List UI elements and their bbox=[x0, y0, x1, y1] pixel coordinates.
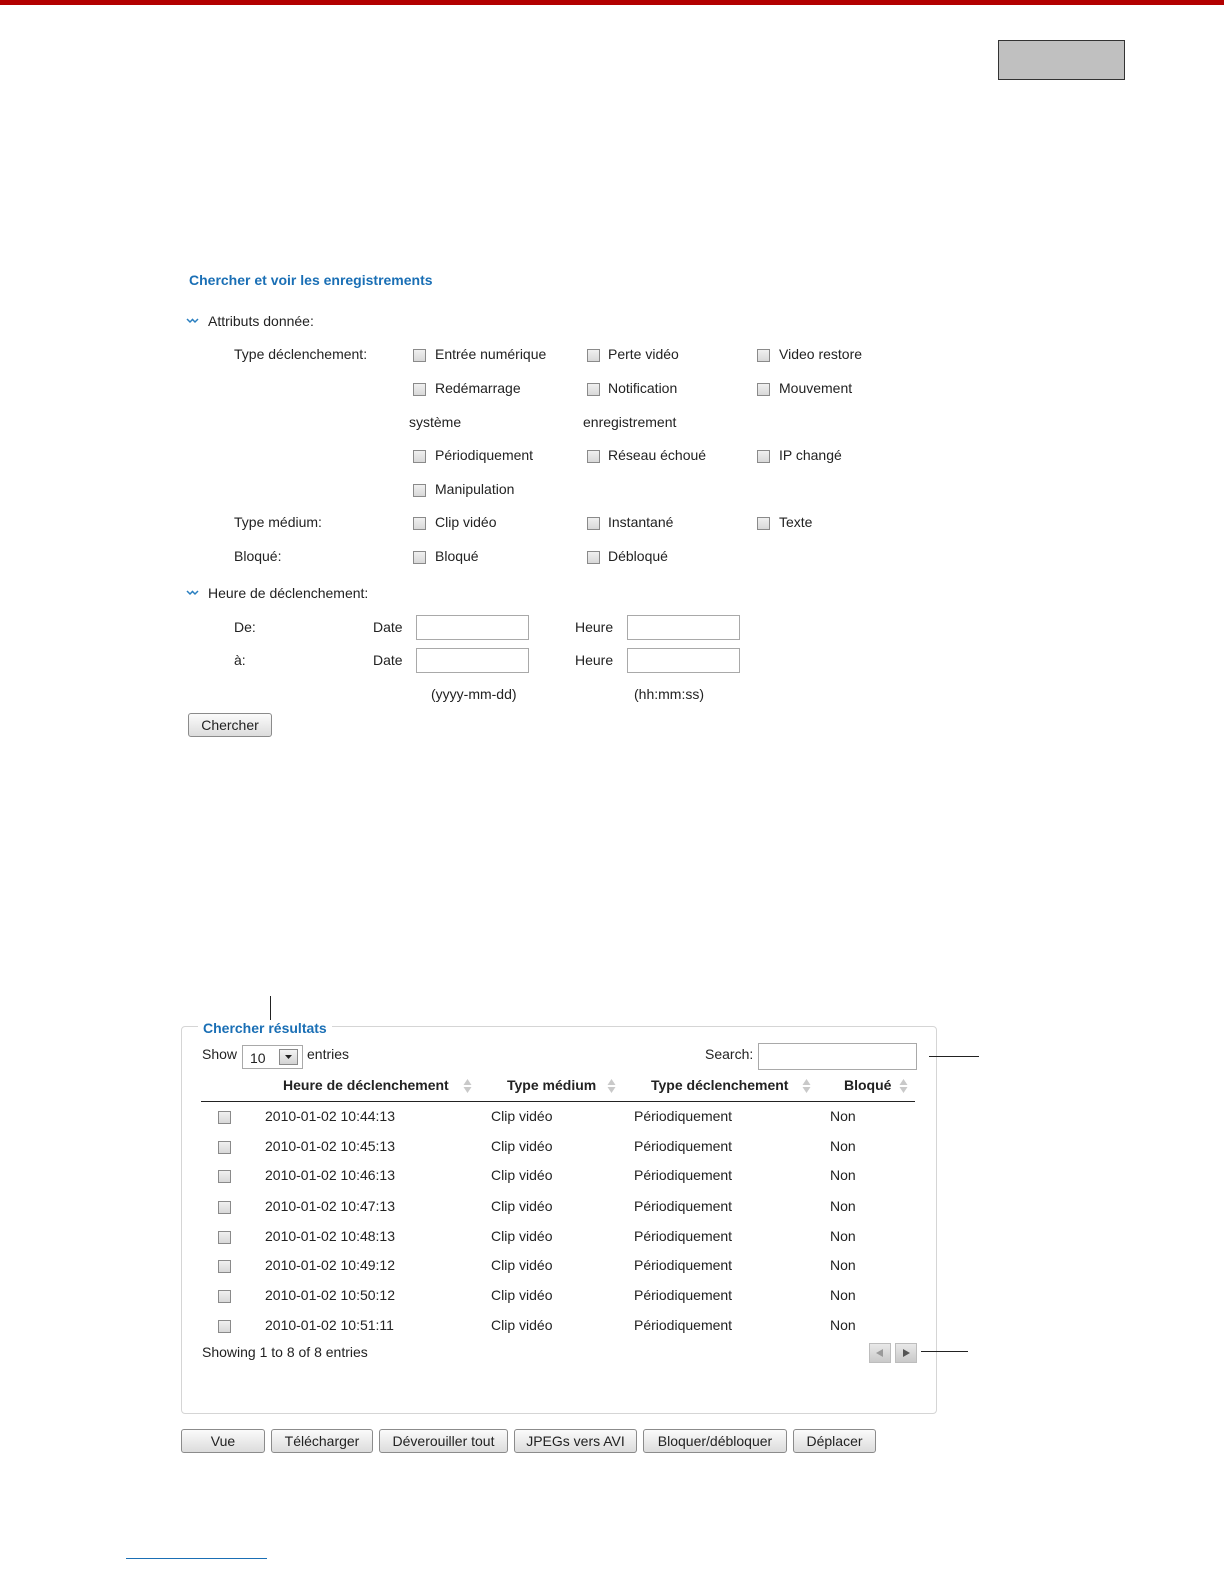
cell-locked: Non bbox=[830, 1138, 856, 1154]
view-button[interactable]: Vue bbox=[181, 1429, 265, 1453]
row-checkbox[interactable] bbox=[218, 1320, 231, 1333]
lock-unlock-button[interactable]: Bloquer/débloquer bbox=[643, 1429, 787, 1453]
checkbox-label: IP changé bbox=[779, 447, 842, 463]
search-button[interactable]: Chercher bbox=[188, 713, 272, 737]
checkbox-label: Mouvement bbox=[779, 380, 853, 396]
cell-trigger-time: 2010-01-02 10:45:13 bbox=[265, 1138, 395, 1154]
cell-locked: Non bbox=[830, 1257, 856, 1273]
cell-media-type: Clip vidéo bbox=[491, 1228, 553, 1244]
to-time-label: Heure bbox=[575, 652, 614, 668]
cell-trigger-type: Périodiquement bbox=[634, 1257, 733, 1273]
cell-trigger-time: 2010-01-02 10:48:13 bbox=[265, 1228, 395, 1244]
cell-trigger-time: 2010-01-02 10:46:13 bbox=[265, 1167, 395, 1183]
entries-select-value: 10 bbox=[250, 1050, 266, 1066]
search-title: Chercher et voir les enregistrements bbox=[189, 272, 433, 288]
checkbox-periodiquement[interactable] bbox=[413, 450, 426, 463]
download-button[interactable]: Télécharger bbox=[271, 1429, 373, 1453]
cell-trigger-type: Périodiquement bbox=[634, 1317, 733, 1333]
table-header-divider bbox=[201, 1101, 915, 1102]
checkbox-video-restore[interactable] bbox=[757, 349, 770, 362]
show-label: Show bbox=[202, 1046, 238, 1062]
cell-trigger-time: 2010-01-02 10:49:12 bbox=[265, 1257, 395, 1273]
to-date-label: Date bbox=[373, 652, 403, 668]
checkbox-notification[interactable] bbox=[587, 383, 600, 396]
cell-media-type: Clip vidéo bbox=[491, 1138, 553, 1154]
checkbox-ip-change[interactable] bbox=[757, 450, 770, 463]
checkbox-label-wrap: système bbox=[409, 414, 462, 430]
trigger-type-label: Type déclenchement: bbox=[234, 346, 368, 362]
sort-icon[interactable] bbox=[802, 1078, 811, 1094]
checkbox-label: Bloqué bbox=[435, 548, 479, 564]
expand-chevron-icon[interactable] bbox=[186, 589, 199, 599]
cell-media-type: Clip vidéo bbox=[491, 1198, 553, 1214]
dropdown-arrow-icon[interactable] bbox=[279, 1049, 298, 1065]
checkbox-label-wrap: enregistrement bbox=[583, 414, 677, 430]
cell-trigger-time: 2010-01-02 10:50:12 bbox=[265, 1287, 395, 1303]
from-date-input[interactable] bbox=[416, 615, 529, 640]
column-header-locked[interactable]: Bloqué bbox=[844, 1077, 892, 1093]
from-date-label: Date bbox=[373, 619, 403, 635]
next-page-button[interactable] bbox=[895, 1343, 917, 1363]
date-format-hint: (yyyy-mm-dd) bbox=[431, 686, 517, 702]
from-time-label: Heure bbox=[575, 619, 614, 635]
cell-locked: Non bbox=[830, 1228, 856, 1244]
column-header-trigger-time[interactable]: Heure de déclenchement bbox=[283, 1077, 449, 1093]
cell-trigger-type: Périodiquement bbox=[634, 1287, 733, 1303]
cell-media-type: Clip vidéo bbox=[491, 1257, 553, 1273]
page-tab-box bbox=[998, 40, 1125, 80]
entries-select[interactable] bbox=[242, 1045, 303, 1069]
cell-trigger-type: Périodiquement bbox=[634, 1167, 733, 1183]
cell-locked: Non bbox=[830, 1108, 856, 1124]
cell-trigger-time: 2010-01-02 10:44:13 bbox=[265, 1108, 395, 1124]
checkbox-instantane[interactable] bbox=[587, 517, 600, 530]
time-format-hint: (hh:mm:ss) bbox=[634, 686, 704, 702]
expand-chevron-icon[interactable] bbox=[186, 317, 199, 327]
results-search-input[interactable] bbox=[758, 1043, 917, 1070]
sort-icon[interactable] bbox=[899, 1078, 908, 1094]
row-checkbox[interactable] bbox=[218, 1141, 231, 1154]
checkbox-redemarrage[interactable] bbox=[413, 383, 426, 396]
checkbox-texte[interactable] bbox=[757, 517, 770, 530]
checkbox-entree-numerique[interactable] bbox=[413, 349, 426, 362]
checkbox-label: Texte bbox=[779, 514, 813, 530]
checkbox-debloque[interactable] bbox=[587, 551, 600, 564]
cell-media-type: Clip vidéo bbox=[491, 1287, 553, 1303]
from-label: De: bbox=[234, 619, 256, 635]
from-time-input[interactable] bbox=[627, 615, 740, 640]
footer-rule bbox=[126, 1558, 267, 1559]
media-type-label: Type médium: bbox=[234, 514, 322, 530]
checkbox-label: Redémarrage bbox=[435, 380, 521, 396]
to-date-input[interactable] bbox=[416, 648, 529, 673]
row-checkbox[interactable] bbox=[218, 1201, 231, 1214]
checkbox-label: Instantané bbox=[608, 514, 674, 530]
locked-label: Bloqué: bbox=[234, 548, 282, 564]
cell-trigger-type: Périodiquement bbox=[634, 1138, 733, 1154]
results-info: Showing 1 to 8 of 8 entries bbox=[202, 1344, 368, 1360]
callout-line bbox=[929, 1056, 979, 1057]
row-checkbox[interactable] bbox=[218, 1290, 231, 1303]
checkbox-label: Perte vidéo bbox=[608, 346, 679, 362]
cell-trigger-time: 2010-01-02 10:47:13 bbox=[265, 1198, 395, 1214]
jpegs-to-avi-button[interactable]: JPEGs vers AVI bbox=[514, 1429, 637, 1453]
cell-media-type: Clip vidéo bbox=[491, 1167, 553, 1183]
cell-trigger-type: Périodiquement bbox=[634, 1198, 733, 1214]
to-label: à: bbox=[234, 652, 246, 668]
checkbox-mouvement[interactable] bbox=[757, 383, 770, 396]
checkbox-label: Débloqué bbox=[608, 548, 668, 564]
cell-locked: Non bbox=[830, 1317, 856, 1333]
row-checkbox[interactable] bbox=[218, 1170, 231, 1183]
row-checkbox[interactable] bbox=[218, 1231, 231, 1244]
column-header-media-type[interactable]: Type médium bbox=[507, 1077, 597, 1093]
arrow-left-icon bbox=[870, 1344, 890, 1362]
results-title: Chercher résultats bbox=[198, 1020, 332, 1036]
checkbox-label: Video restore bbox=[779, 346, 863, 362]
checkbox-label: Clip vidéo bbox=[435, 514, 497, 530]
checkbox-label: Périodiquement bbox=[435, 447, 534, 463]
to-time-input[interactable] bbox=[627, 648, 740, 673]
checkbox-clip-video[interactable] bbox=[413, 517, 426, 530]
unlock-all-button[interactable]: Déverouiller tout bbox=[379, 1429, 508, 1453]
row-checkbox[interactable] bbox=[218, 1260, 231, 1273]
cell-locked: Non bbox=[830, 1287, 856, 1303]
cell-locked: Non bbox=[830, 1167, 856, 1183]
search-label: Search: bbox=[705, 1046, 754, 1062]
checkbox-label: Entrée numérique bbox=[435, 346, 547, 362]
checkbox-reseau-echoue[interactable] bbox=[587, 450, 600, 463]
cell-trigger-time: 2010-01-02 10:51:11 bbox=[265, 1317, 394, 1333]
cell-locked: Non bbox=[830, 1198, 856, 1214]
checkbox-manipulation[interactable] bbox=[413, 484, 426, 497]
attributes-section-label: Attributs donnée: bbox=[208, 313, 314, 329]
entries-label: entries bbox=[307, 1046, 350, 1062]
checkbox-label: Notification bbox=[608, 380, 678, 396]
cell-trigger-type: Périodiquement bbox=[634, 1108, 733, 1124]
arrow-right-icon bbox=[896, 1344, 916, 1362]
top-rule bbox=[0, 0, 1224, 5]
callout-line bbox=[921, 1351, 968, 1352]
cell-media-type: Clip vidéo bbox=[491, 1317, 553, 1333]
previous-page-button[interactable] bbox=[869, 1343, 891, 1363]
cell-trigger-type: Périodiquement bbox=[634, 1228, 733, 1244]
sort-icon[interactable] bbox=[463, 1078, 472, 1094]
checkbox-label: Manipulation bbox=[435, 481, 515, 497]
checkbox-perte-video[interactable] bbox=[587, 349, 600, 362]
sort-icon[interactable] bbox=[607, 1078, 616, 1094]
time-section-label: Heure de déclenchement: bbox=[208, 585, 369, 601]
checkbox-label: Réseau échoué bbox=[608, 447, 707, 463]
checkbox-bloque[interactable] bbox=[413, 551, 426, 564]
row-checkbox[interactable] bbox=[218, 1111, 231, 1124]
cell-media-type: Clip vidéo bbox=[491, 1108, 553, 1124]
column-header-trigger-type[interactable]: Type déclenchement bbox=[651, 1077, 789, 1093]
move-button[interactable]: Déplacer bbox=[793, 1429, 876, 1453]
